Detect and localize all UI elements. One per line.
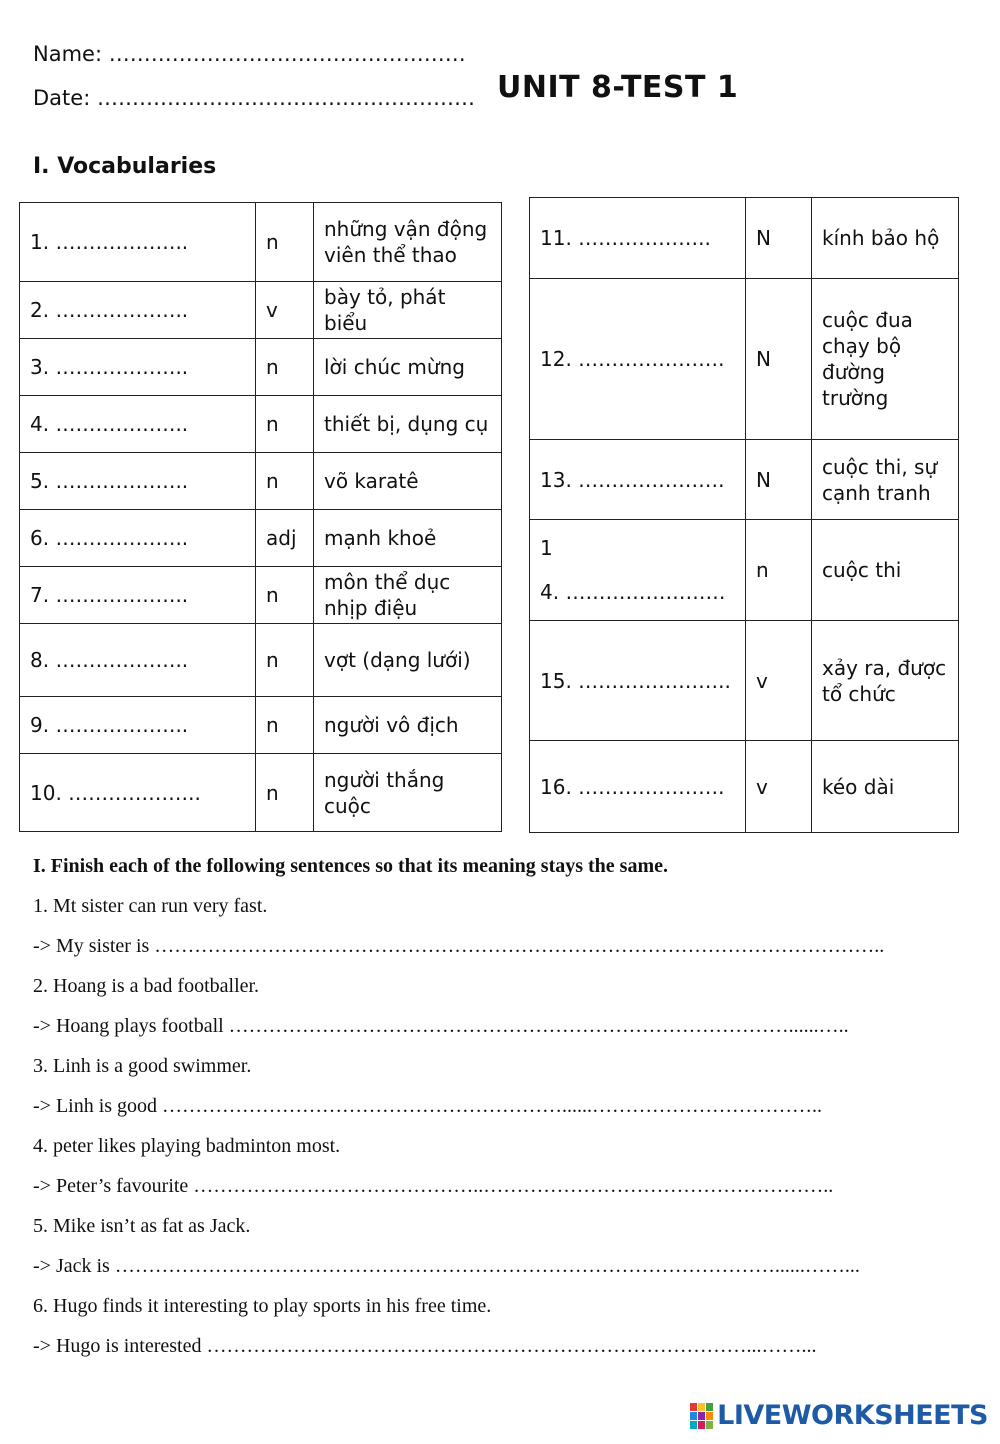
table-row <box>20 339 502 396</box>
answer-blank[interactable]: 10. ……………….. <box>20 754 256 832</box>
part-of-speech: n <box>256 396 314 453</box>
part-of-speech: N <box>746 198 812 279</box>
table-row <box>530 621 959 741</box>
meaning: cuộc đua chạy bộ đường trường <box>812 279 959 440</box>
meaning: cuộc thi <box>812 520 959 621</box>
answer-blank[interactable]: 7. ……………….. <box>20 567 256 624</box>
logo-grid-cell <box>690 1412 697 1420</box>
meaning: vợt (dạng lưới) <box>314 624 502 697</box>
part-of-speech: n <box>256 754 314 832</box>
exercise-sentence: 3. Linh is a good swimmer. <box>33 1055 252 1077</box>
table-row <box>530 440 959 520</box>
rewrite-blank[interactable]: -> Linh is good ……………………………………………………......…………………………….. <box>33 1095 823 1117</box>
table-row <box>530 520 959 621</box>
meaning: mạnh khoẻ <box>314 510 502 567</box>
answer-blank[interactable]: 3. ……………….. <box>20 339 256 396</box>
exercise-sentence: 5. Mike isn’t as fat as Jack. <box>33 1215 251 1237</box>
exercise-sentence: 4. peter likes playing badminton most. <box>33 1135 341 1157</box>
logo-grid-cell <box>690 1421 697 1429</box>
logo-grid-cell <box>698 1421 705 1429</box>
answer-number-part: 1 <box>540 536 553 560</box>
logo-grid-cell <box>698 1412 705 1420</box>
meaning: lời chúc mừng <box>314 339 502 396</box>
liveworksheets-grid-icon <box>690 1403 713 1429</box>
answer-blank[interactable]: 5. ……………….. <box>20 453 256 510</box>
meaning: những vận động viên thể thao <box>314 203 502 282</box>
answer-blank[interactable]: 8. ……………….. <box>20 624 256 697</box>
part-of-speech: N <box>746 440 812 520</box>
part-of-speech: n <box>256 624 314 697</box>
answer-blank[interactable]: 13. …………………. <box>530 440 746 520</box>
rewrite-blank[interactable]: -> Peter’s favourite ……………………………………..…………………………………………….. <box>33 1175 834 1197</box>
rewrite-blank[interactable]: -> Jack is ………………………………………………………………………………………......……... <box>33 1255 860 1277</box>
rewrite-blank[interactable]: -> Hugo is interested ………………………………………………………………………...……... <box>33 1335 817 1357</box>
meaning: người thắng cuộc <box>314 754 502 832</box>
vocabulary-table-left <box>19 202 502 832</box>
answer-blank[interactable]: 12. …………………. <box>530 279 746 440</box>
rewrite-blank[interactable]: -> Hoang plays football …………………………………………………………………………......….. <box>33 1015 849 1037</box>
table-row <box>20 567 502 624</box>
page-title: UNIT 8-TEST 1 <box>497 70 739 105</box>
logo-text: LIVEWORKSHEETS <box>717 1400 988 1431</box>
table-row <box>20 510 502 567</box>
liveworksheets-logo <box>690 1400 988 1431</box>
answer-blank[interactable]: 6. ……………….. <box>20 510 256 567</box>
logo-grid-cell <box>706 1403 713 1411</box>
table-row <box>20 754 502 832</box>
table-row <box>20 396 502 453</box>
meaning: môn thể dục nhịp điệu <box>314 567 502 624</box>
part-of-speech: n <box>256 453 314 510</box>
logo-grid-cell <box>706 1412 713 1420</box>
logo-grid-cell <box>706 1421 713 1429</box>
answer-blank[interactable]: 16. …………………. <box>530 741 746 833</box>
exercise-sentence: 6. Hugo finds it interesting to play sports in his free time. <box>33 1295 492 1317</box>
answer-blank[interactable]: 2. ……………….. <box>20 282 256 339</box>
answer-blank[interactable]: 1. ……………….. <box>20 203 256 282</box>
meaning: võ karatê <box>314 453 502 510</box>
part-of-speech: N <box>746 279 812 440</box>
table-row <box>20 203 502 282</box>
table-row <box>20 453 502 510</box>
date-field-line: Date: ……………………………………………… <box>33 86 475 110</box>
part-of-speech: n <box>256 339 314 396</box>
answer-blank[interactable]: 9. ……………….. <box>20 697 256 754</box>
answer-blank[interactable]: 4. ……………….. <box>20 396 256 453</box>
meaning: xảy ra, được tổ chức <box>812 621 959 741</box>
meaning: cuộc thi, sự cạnh tranh <box>812 440 959 520</box>
part-of-speech: v <box>746 621 812 741</box>
table-row <box>530 741 959 833</box>
answer-blank[interactable]: 11. ……………….. <box>530 198 746 279</box>
part-of-speech: n <box>256 567 314 624</box>
table-row <box>20 624 502 697</box>
part-of-speech: n <box>256 697 314 754</box>
meaning: kính bảo hộ <box>812 198 959 279</box>
meaning: bày tỏ, phát biểu <box>314 282 502 339</box>
exercise-heading: I. Finish each of the following sentences so that its meaning stays the same. <box>33 855 668 877</box>
table-row <box>530 279 959 440</box>
name-field-line: Name: …………………………………………… <box>33 42 466 66</box>
exercise-sentence: 1. Mt sister can run very fast. <box>33 895 268 917</box>
answer-number-part: 4. …………………… <box>540 580 726 604</box>
part-of-speech: n <box>746 520 812 621</box>
meaning: thiết bị, dụng cụ <box>314 396 502 453</box>
part-of-speech: adj <box>256 510 314 567</box>
answer-blank[interactable]: 15. ………………….. <box>530 621 746 741</box>
vocabularies-heading: I. Vocabularies <box>33 154 217 179</box>
part-of-speech: v <box>256 282 314 339</box>
meaning: người vô địch <box>314 697 502 754</box>
meaning: kéo dài <box>812 741 959 833</box>
part-of-speech: v <box>746 741 812 833</box>
vocabulary-table-right <box>529 197 959 833</box>
part-of-speech: n <box>256 203 314 282</box>
table-row <box>20 282 502 339</box>
logo-grid-cell <box>698 1403 705 1411</box>
logo-grid-cell <box>690 1403 697 1411</box>
answer-blank[interactable] <box>530 520 746 621</box>
rewrite-blank[interactable]: -> My sister is ……………………………………………………………………………………………….. <box>33 935 885 957</box>
table-row <box>20 697 502 754</box>
table-row <box>530 198 959 279</box>
exercise-sentence: 2. Hoang is a bad footballer. <box>33 975 260 997</box>
